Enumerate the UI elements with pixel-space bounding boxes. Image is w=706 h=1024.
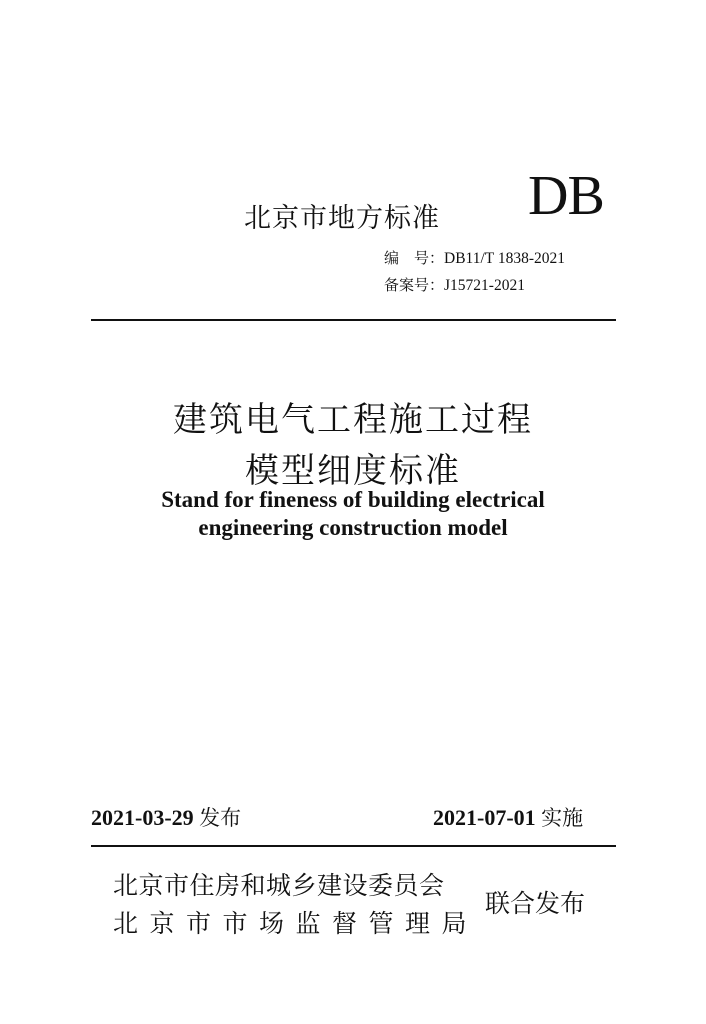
db-logo: DB <box>528 165 604 227</box>
filing-number-value: J15721-2021 <box>444 277 525 294</box>
implement-date <box>433 802 583 832</box>
title-zh-line2: 模型细度标准 <box>245 451 461 491</box>
publisher-line1: 北京市住房和城乡建设委员会 <box>113 871 445 900</box>
issue-date-word: 发布 <box>199 806 242 830</box>
filing-number <box>384 274 525 295</box>
title-zh-line1: 建筑电气工程施工过程 <box>173 400 533 440</box>
filing-number-label: 备案号： <box>384 276 445 294</box>
top-divider <box>91 319 616 321</box>
joint-publish-label: 联合发布 <box>485 889 586 918</box>
implement-date-word: 实施 <box>541 806 584 830</box>
standard-type: 北京市地方标准 <box>244 203 440 234</box>
issue-date <box>91 802 241 832</box>
bottom-divider <box>91 845 616 847</box>
standard-number <box>384 247 565 268</box>
standard-number-label: 编 号： <box>384 249 445 267</box>
title-en-line2: engineering construction model <box>198 515 508 540</box>
issue-date-value: 2021-03-29 <box>91 805 194 830</box>
title-en-line1: Stand for fineness of building electrical <box>161 487 545 512</box>
standard-number-value: DB11/T 1838-2021 <box>444 250 566 267</box>
publisher-line2: 北京市市场监督管理局 <box>113 909 479 938</box>
implement-date-value: 2021-07-01 <box>433 805 536 830</box>
